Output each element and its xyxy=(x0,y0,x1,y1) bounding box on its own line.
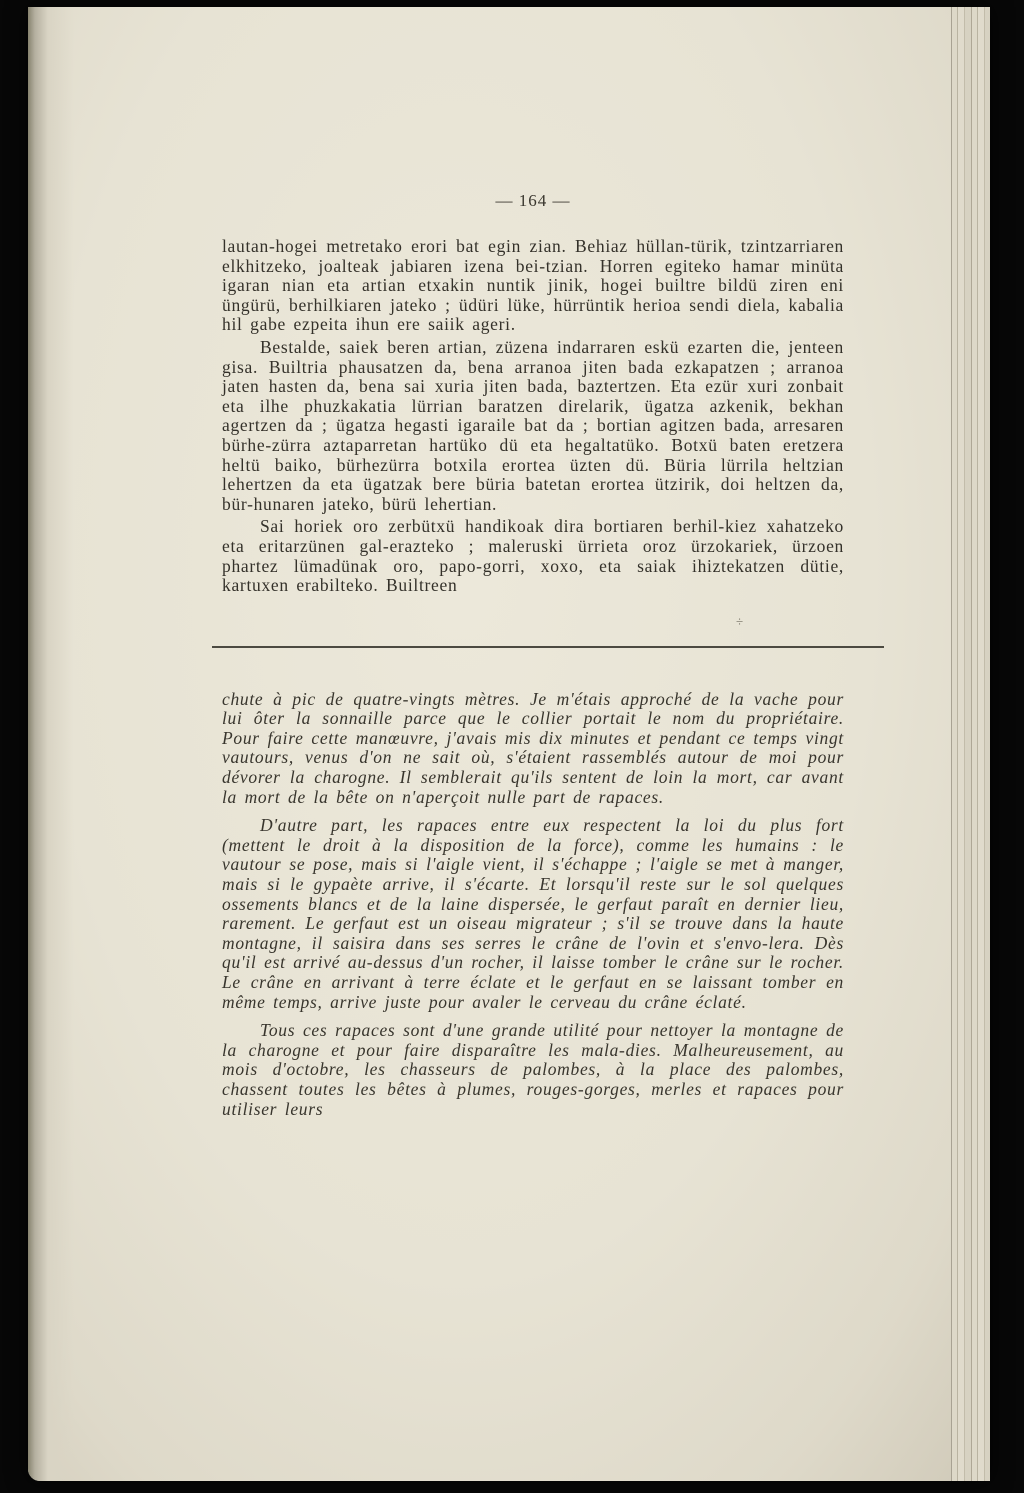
french-paragraph: Tous ces rapaces sont d'une grande utilité pour nettoyer la montagne de la charogne et pour faire disparaître les mala-dies. Malheureusement, au mois d'octobre, les chasseurs de palombes, à la place des palombes, chassent toutes les bêtes à plumes, rouges-gorges, merles et rapaces pour utiliser leurs xyxy=(222,1020,844,1119)
page-number: — 164 — xyxy=(495,191,571,210)
page-content xyxy=(222,7,844,1128)
book-page xyxy=(28,7,990,1481)
section-divider-zone xyxy=(222,613,844,648)
basque-paragraph: Sai horiek oro zerbütxü handikoak dira bortiaren berhil-kiez xahatzeko eta eritarzünen gal-erazteko ; maleruski ürrieta oroz ürzokariek, ürzoen phartez lümadünak oro, papo-gorri, xoxo, eta saiak ihiztekatzen dütie, kartuxen erabilteko. Builtreen xyxy=(222,516,844,596)
page-edges xyxy=(951,7,990,1481)
gutter-shadow xyxy=(28,7,74,1481)
french-paragraph: chute à pic de quatre-vingts mètres. Je m'étais approché de la vache pour lui ôter la sonnaille parce que le collier portait le nom du propriétaire. Pour faire cette manœuvre, j'avais mis dix minutes et pendant ce temps vingt vautours, venus d'on ne sait où, s'étaient rassemblés autour de moi pour dévorer la charogne. Il semblerait qu'ils sentent de loin la mort, car avant la mort de la bête on n'aperçoit nulle part de rapaces. xyxy=(222,688,844,807)
basque-paragraph: lautan-hogei metretako erori bat egin zian. Behiaz hüllan-türik, tzintzarriaren elkhitzeko, joalteak jabiaren izena bei-tzian. Horren egiteko hamar minüta igaran nian eta artian etxakin nuntik jinik, hogei builtre bildü ziren eni üngürü, berhilkiaren jateko ; üdüri lüke, hürrüntik herioa sendi diela, kabalia hil gabe ezpeita ihun ere saiik ageri. xyxy=(222,236,844,335)
basque-paragraph: Bestalde, saiek beren artian, züzena indarraren eskü ezarten die, jenteen gisa. Builtria phausatzen da, bena arranoa jiten bada ezkapatzen ; arranoa jaten hasten da, bena sai xuria jiten bada, baztertzen. Eta ezür xuri zonbait eta ilhe phuzkakatia lürrian baratzen direlarik, ügatza azkenik, bekhan agertzen da ; ügatza hegasti igaraile bat da ; bortian agitzen bada, arresaren bürhe-zürra aztaparretan hartüko dü eta hegaltatüko. Botxü baten eretzera heltü baiko, bürhezürra botxila erortea üzten dü. Büria lürrila heltzian lehertzen da eta ügatzak bere büria batetan erortea ützirik, doi heltzen da, bür-hunaren jateko, bürü lehertian. xyxy=(222,336,844,514)
ink-mark: ÷ xyxy=(736,613,744,629)
section-divider xyxy=(212,646,884,648)
french-paragraph: D'autre part, les rapaces entre eux respectent la loi du plus fort (mettent le droit à la disposition de la force), comme les humains : le vautour se pose, mais si l'aigle vient, il s'échappe ; l'aigle se met à manger, mais si le gypaète arrive, il s'écarte. Et lorsqu'il reste sur le sol quelques ossements blancs et de la laine dispersée, le gerfaut paraît en dernier lieu, rarement. Le gerfaut est un oiseau migrateur ; s'il se trouve dans la haute montagne, il saisira dans ses serres le crâne de l'ovin et s'envo-lera. Dès qu'il est arrivé au-dessus d'un rocher, il laisse tomber le crâne sur le rocher. Le crâne en arrivant à terre éclate et le gerfaut en se laissant tomber en même temps, arrive juste pour avaler le cerveau du crâne éclaté. xyxy=(222,815,844,1012)
